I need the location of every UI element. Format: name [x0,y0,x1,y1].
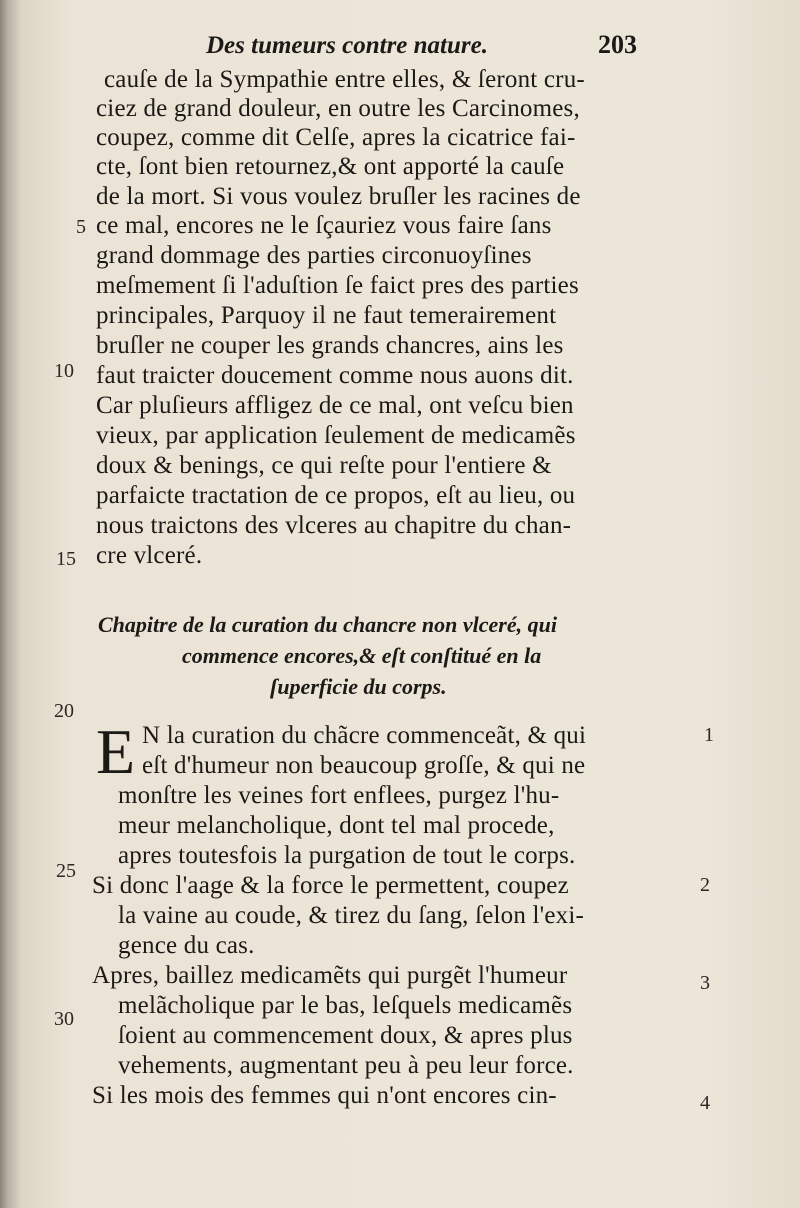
text-line: meur melancholique, dont tel mal procede, [118,812,555,839]
text-line: gence du cas. [118,932,255,959]
text-line: de la mort. Si vous voulez bruſler les racines de [96,183,581,210]
text-line: nous traictons des vlceres au chapitre du chan- [96,512,572,539]
text-line: doux & benings, ce qui reſte pour l'entiere & [96,452,552,479]
line-number: 20 [54,700,74,722]
text-line: monſtre les veines fort enflees, purgez l'hu- [118,782,560,809]
line-number: 10 [54,360,74,382]
text-line: cte, ſont bien retournez,& ont apporté la cauſe [96,153,565,180]
text-line: melãcholique par le bas, leſquels medicamẽs [118,992,573,1019]
line-number: 25 [56,860,76,882]
chapter-title-line: ſuperficie du corps. [270,674,447,699]
text-line: Car pluſieurs affligez de ce mal, ont veſcu bien [96,392,574,419]
text-line: principales, Parquoy il ne faut temerairement [96,302,557,329]
margin-note-number: 4 [700,1092,710,1114]
text-line: grand dommage des parties circonuoyſines [96,242,532,269]
text-line: vieux, par application ſeulement de medicamẽs [96,422,576,449]
text-line: Apres, baillez medicamẽts qui purgẽt l'humeur [92,962,568,989]
text-line: coupez, comme dit Celſe, apres la cicatrice fai- [96,124,576,151]
text-line: bruſler ne couper les grands chancres, ains les [96,332,564,359]
chapter-title-line: Chapitre de la curation du chancre non vlceré, qui [98,612,557,637]
text-line: meſmement ſi l'aduſtion ſe faict pres des parties [96,272,579,299]
text-line: cauſe de la Sympathie entre elles, & ſeront cru- [104,66,585,93]
drop-cap: E [96,716,136,787]
text-line: apres toutesfois la purgation de tout le corps. [118,842,576,869]
margin-note-number: 1 [704,724,714,746]
text-line: ciez de grand douleur, en outre les Carcinomes, [96,95,580,122]
text-line: Si donc l'aage & la force le permettent, coupez [92,872,569,899]
text-line: ſoient au commencement doux, & apres plus [118,1022,573,1049]
text-line: Si les mois des femmes qui n'ont encores cin- [92,1082,557,1109]
text-line: vehements, augmentant peu à peu leur force. [118,1052,574,1079]
text-line: la vaine au coude, & tirez du ſang, ſelon l'exi- [118,902,585,929]
line-number: 30 [54,1008,74,1030]
text-line: parfaicte tractation de ce propos, eſt au lieu, ou [96,482,576,509]
text-line: eſt d'humeur non beaucoup groſſe, & qui ne [142,752,586,779]
text-line: faut traicter doucement comme nous auons dit. [96,362,574,389]
chapter-title-line: commence encores,& eſt conſtitué en la [182,643,542,668]
text-line: cre vlceré. [96,542,203,569]
running-title: Des tumeurs contre nature. [206,32,488,59]
margin-note-number: 3 [700,972,710,994]
margin-note-number: 2 [700,874,710,896]
page-number: 203 [598,30,637,59]
line-number: 5 [76,216,86,238]
text-line: N la curation du chãcre commenceãt, & qui [142,722,587,749]
line-number: 15 [56,548,76,570]
text-line: ce mal, encores ne le ſçauriez vous faire ſans [96,212,552,239]
